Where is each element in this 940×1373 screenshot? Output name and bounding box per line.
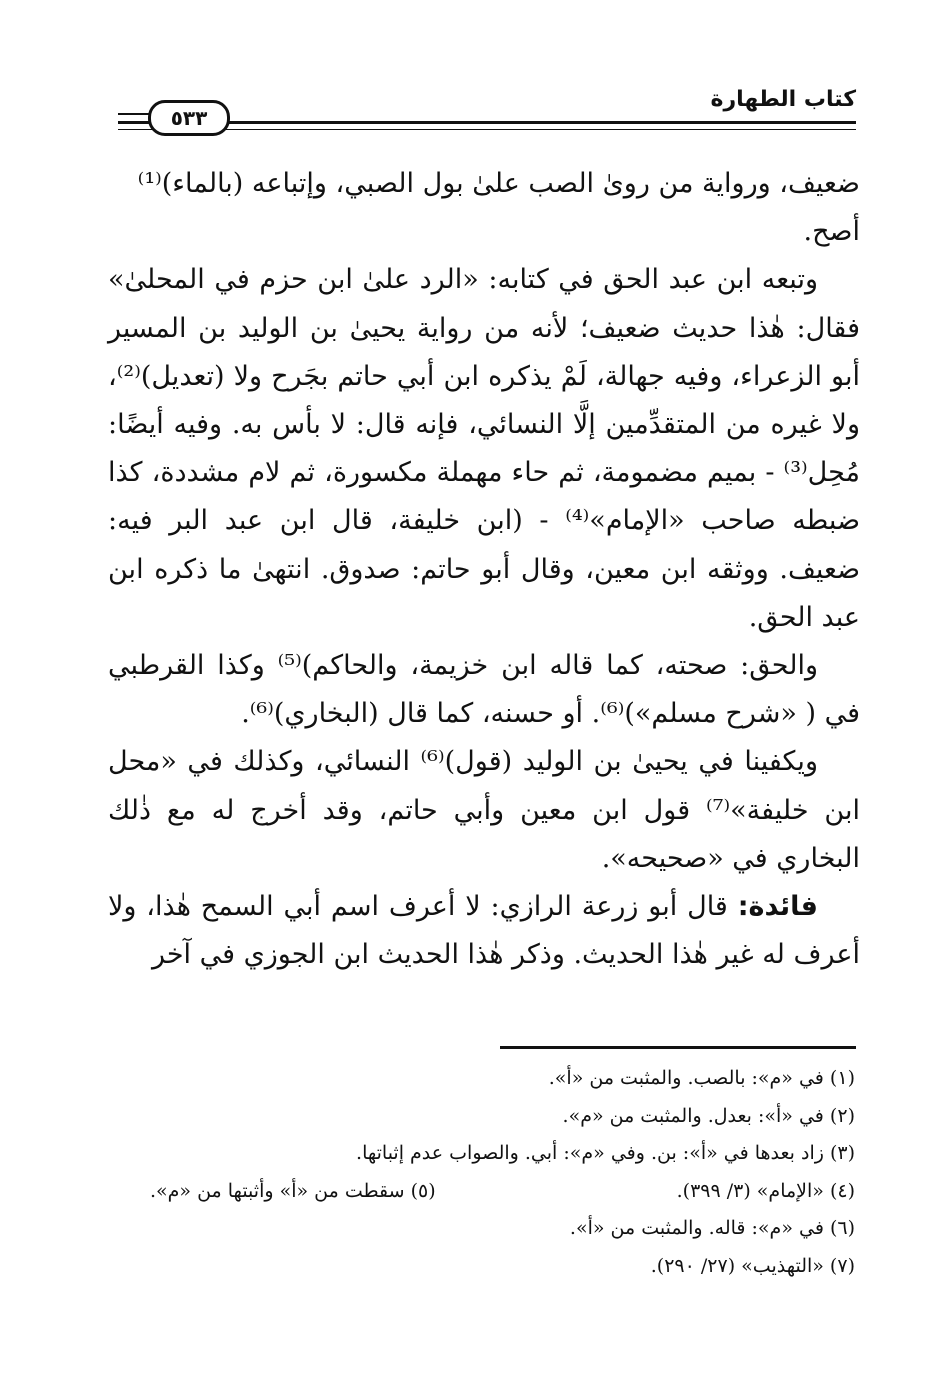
footnote-6: (٦) في «م»: قاله. والمثبت من «أ».	[569, 1217, 855, 1239]
header-rule-thin	[118, 129, 856, 130]
footnote-4: (٤) «الإمام» (٣/ ٣٩٩).	[676, 1179, 855, 1202]
header-rule-left	[118, 113, 152, 115]
footnote-3: (٣) زاد بعدها في «أ»: بن. وفي «م»: أبي. والصواب عدم إثباتها.	[356, 1142, 855, 1164]
footnote-5: (٥) سقطت من «أ» وأثبتها من «م».	[150, 1179, 436, 1202]
book-title: كتاب الطهارة	[710, 87, 856, 112]
paragraph-4: ويكفينا في يحيىٰ بن الوليد (قول)⁽⁶⁾ النسائي، وكذلك في «محل ابن خليفة»⁽⁷⁾ قول ابن معين وأبي حاتم، وقد أخرج له مع ذٰلك البخاري في «صحيحه».	[108, 746, 860, 874]
paragraph-3: والحق: صحته، كما قاله ابن خزيمة، والحاكم)⁽⁵⁾ وكذا القرطبي في ( «شرح مسلم»)⁽⁶⁾. أو حسنه، كما قال (البخاري)⁽⁶⁾.	[108, 650, 860, 730]
footnote-separator	[500, 1046, 856, 1049]
paragraph-1-line-1: ضعيف، ورواية من روىٰ الصب علىٰ بول الصبي، وإتباعه (بالماء)⁽¹⁾	[137, 168, 860, 199]
footnote-7: (٧) «التهذيب» (٢٧/ ٢٩٠).	[650, 1254, 855, 1277]
benefit-label: فائدة:	[737, 891, 818, 923]
footnote-row-4-5	[150, 1173, 855, 1211]
footnotes	[150, 1060, 855, 1285]
paragraph-1-line-2: أصح.	[803, 216, 860, 248]
page-header	[118, 85, 856, 135]
paragraph-5	[108, 883, 860, 979]
paragraph-5-text: قال أبو زرعة الرازي: لا أعرف اسم أبي السمح هٰذا، ولا أعرف له غير هٰذا الحديث. وذكر هٰذا الحديث ابن الجوزي في آخر	[108, 891, 860, 971]
main-text	[108, 160, 860, 979]
footnote-1: (١) في «م»: بالصب. والمثبت من «أ».	[548, 1067, 855, 1089]
paragraph-2: وتبعه ابن عبد الحق في كتابه: «الرد علىٰ ابن حزم في المحلىٰ» فقال: هٰذا حديث ضعيف؛ لأنه من رواية يحيىٰ بن الوليد بن المسير أبو الزعراء، وفيه جهالة، لَمْ يذكره ابن أبي حاتم بجَرح ولا (تعديل)⁽²⁾، ولا غيره من المتقدِّمين إلَّا النسائي، فإنه قال: لا بأس به. وفيه أيضًا: مُحِل⁽³⁾ - بميم مضمومة، ثم حاء مهملة مكسورة، ثم لام مشددة، كذا ضبطه صاحب «الإمام»⁽⁴⁾ - (ابن خليفة، قال ابن عبد البر فيه: ضعيف. ووثقه ابن معين، وقال أبو حاتم: صدوق. انتهىٰ ما ذكره ابن عبد الحق.	[108, 264, 860, 633]
footnote-2: (٢) في «أ»: بعدل. والمثبت من «م».	[562, 1104, 855, 1127]
page-number: ٥٣٣	[148, 100, 230, 136]
